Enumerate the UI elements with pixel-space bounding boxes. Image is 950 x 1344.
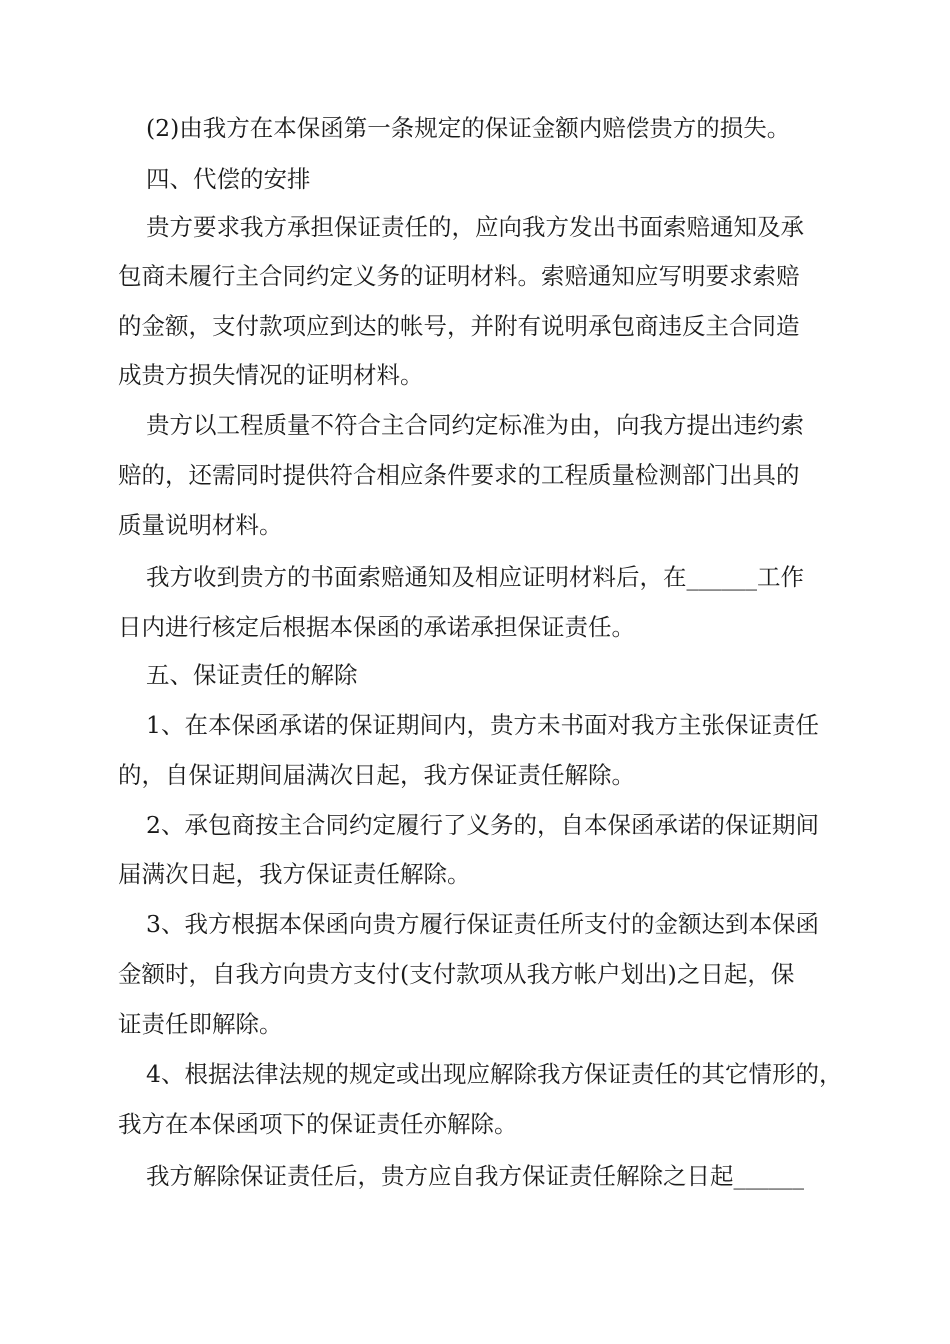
paragraph-line: 贵方要求我方承担保证责任的，应向我方发出书面索赔通知及承 xyxy=(146,213,804,241)
paragraph-line: 证责任即解除。 xyxy=(118,1010,283,1038)
paragraph-line: 质量说明材料。 xyxy=(118,511,283,539)
paragraph-line: 的金额，支付款项应到达的帐号，并附有说明承包商违反主合同造 xyxy=(118,312,800,340)
paragraph-line: 3、我方根据本保函向贵方履行保证责任所支付的金额达到本保函 xyxy=(146,910,819,938)
paragraph-line: 贵方以工程质量不符合主合同约定标准为由，向我方提出违约索 xyxy=(146,411,804,439)
paragraph-line: 我方在本保函项下的保证责任亦解除。 xyxy=(118,1110,518,1138)
section-heading: 四、代偿的安排 xyxy=(146,165,311,193)
paragraph-line: 届满次日起，我方保证责任解除。 xyxy=(118,860,471,888)
paragraph-line: 我方收到贵方的书面索赔通知及相应证明材料后，在______工作 xyxy=(146,563,804,591)
paragraph-line: 我方解除保证责任后，贵方应自我方保证责任解除之日起______ xyxy=(146,1162,804,1190)
paragraph-line: 日内进行核定后根据本保函的承诺承担保证责任。 xyxy=(118,613,635,641)
paragraph-line: 金额时，自我方向贵方支付(支付款项从我方帐户划出)之日起，保 xyxy=(118,960,795,988)
paragraph-line: 4、根据法律法规的规定或出现应解除我方保证责任的其它情形的， xyxy=(146,1060,843,1088)
paragraph-line: (2)由我方在本保函第一条规定的保证金额内赔偿贵方的损失。 xyxy=(146,114,791,142)
paragraph-line: 的，自保证期间届满次日起，我方保证责任解除。 xyxy=(118,761,635,789)
paragraph-line: 1、在本保函承诺的保证期间内，贵方未书面对我方主张保证责任 xyxy=(146,711,819,739)
paragraph-line: 成贵方损失情况的证明材料。 xyxy=(118,361,424,389)
paragraph-line: 2、承包商按主合同约定履行了义务的，自本保函承诺的保证期间 xyxy=(146,811,819,839)
section-heading: 五、保证责任的解除 xyxy=(146,661,358,689)
paragraph-line: 包商未履行主合同约定义务的证明材料。索赔通知应写明要求索赔 xyxy=(118,262,800,290)
paragraph-line: 赔的，还需同时提供符合相应条件要求的工程质量检测部门出具的 xyxy=(118,461,800,489)
